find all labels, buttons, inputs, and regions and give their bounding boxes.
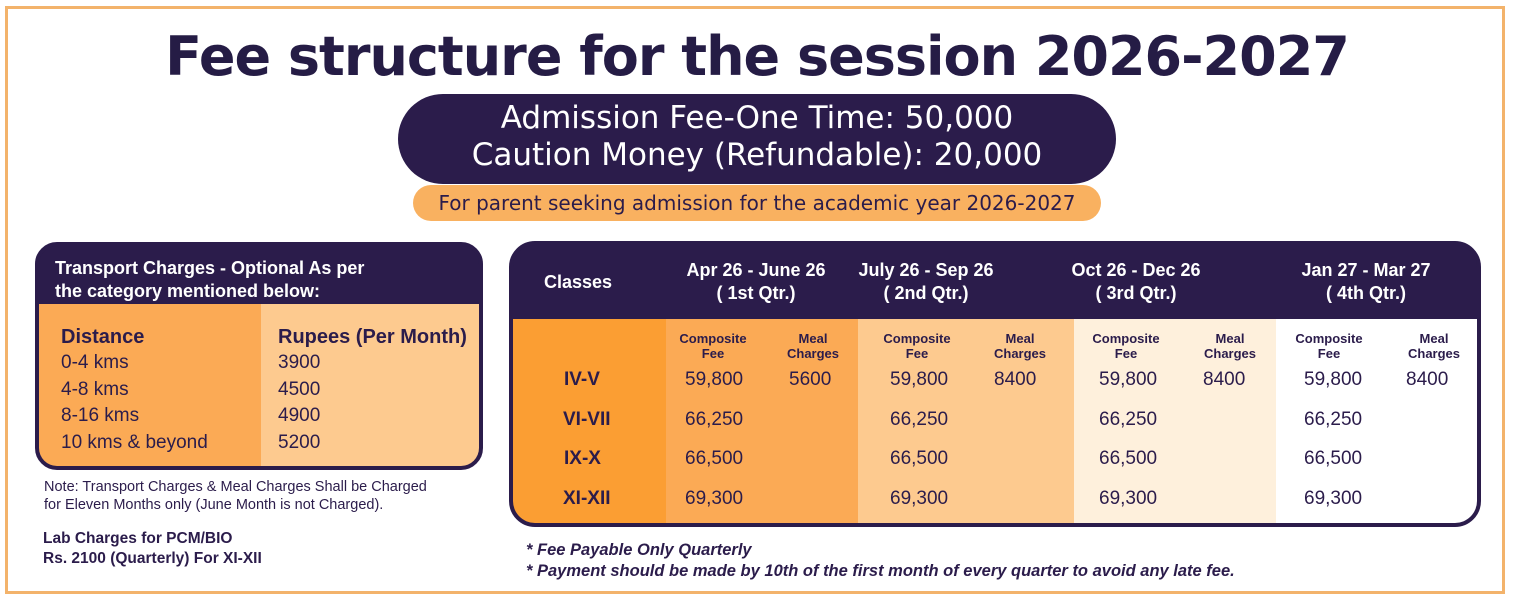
composite-fee-cell: 66,250	[1099, 409, 1158, 430]
payment-notes	[526, 540, 1235, 582]
rupees-cell: 4900	[278, 405, 321, 426]
composite-fee-cell: 66,250	[1304, 409, 1363, 430]
meal-charges-subheader: Meal Charges	[1203, 331, 1257, 361]
footer-line2: * Payment should be made by 10th of the first month of every quarter to avoid any late fee.	[526, 562, 1235, 580]
composite-fee-cell: 59,800	[685, 369, 744, 390]
meal-charge-cell: 8400	[1203, 369, 1246, 390]
distance-cell: 4-8 kms	[61, 378, 129, 400]
meal-charge-cell: 8400	[994, 369, 1037, 390]
composite-fee-cell: 69,300	[890, 488, 949, 509]
transport-charges-box	[35, 242, 483, 470]
transport-heading-line1: Transport Charges - Optional As per	[55, 258, 365, 278]
distance-cell: 0-4 kms	[61, 352, 129, 373]
composite-fee-cell: 69,300	[1099, 488, 1158, 509]
transport-table	[39, 304, 479, 466]
composite-fee-cell: 59,800	[1099, 369, 1158, 390]
classes-header: Classes	[543, 271, 613, 292]
quarter-period: July 26 - Sep 26	[858, 260, 994, 280]
quarter-label: ( 3rd Qtr.)	[1095, 283, 1177, 303]
composite-fee-cell: 66,500	[1099, 448, 1158, 469]
composite-fee-cell: 59,800	[1304, 369, 1363, 390]
fee-table-header	[513, 245, 1477, 319]
quarter-header-2	[813, 245, 1039, 319]
composite-fee-cell: 59,800	[890, 369, 949, 390]
note-line2: for Eleven Months only (June Month is not Charged).	[44, 497, 384, 513]
composite-fee-cell: 66,500	[890, 448, 949, 469]
composite-fee-cell: 69,300	[685, 488, 744, 509]
distance-cell: 10 kms & beyond	[61, 431, 208, 453]
fee-table	[509, 241, 1481, 527]
class-label: VI-VII	[563, 409, 611, 430]
quarter-header-4	[1253, 245, 1479, 319]
quarter-label: ( 4th Qtr.)	[1326, 283, 1406, 303]
page-title: Fee structure for the session 2026-2027	[165, 25, 1349, 88]
meal-charge-cell: 5600	[789, 369, 832, 390]
note-line1: Note: Transport Charges & Meal Charges Shall be Charged	[44, 479, 427, 495]
composite-fee-subheader: Composite Fee	[1295, 331, 1363, 361]
quarter-period: Jan 27 - Mar 27	[1301, 260, 1431, 280]
rupees-cell: 3900	[278, 352, 321, 373]
quarter-header-3	[1023, 245, 1249, 319]
rupees-cell: 5200	[278, 431, 321, 453]
quarter-label: ( 2nd Qtr.)	[883, 283, 969, 303]
quarter-label: ( 1st Qtr.)	[716, 283, 796, 303]
meal-charges-subheader: Meal Charges	[786, 331, 840, 361]
distance-column	[39, 304, 261, 466]
composite-fee-subheader: Composite Fee	[679, 331, 747, 361]
admission-banner	[398, 94, 1116, 184]
lab-charges	[43, 529, 262, 569]
rupees-cell: 4500	[278, 378, 321, 400]
class-label: IV-V	[564, 369, 600, 390]
composite-fee-cell: 66,500	[1304, 448, 1363, 469]
lab-line2: Rs. 2100 (Quarterly) For XI-XII	[43, 550, 262, 567]
class-label: XI-XII	[563, 488, 611, 509]
composite-fee-cell: 66,500	[685, 448, 744, 469]
transport-heading	[39, 246, 479, 304]
quarter-period: Oct 26 - Dec 26	[1071, 260, 1201, 280]
fee-table-body	[513, 319, 1477, 523]
meal-charges-subheader: Meal Charges	[993, 331, 1047, 361]
composite-fee-cell: 66,250	[890, 409, 949, 430]
footer-line1: * Fee Payable Only Quarterly	[526, 541, 752, 559]
admission-fee-text: Admission Fee-One Time: 50,000	[500, 100, 1014, 136]
composite-fee-cell: 66,250	[685, 409, 744, 430]
meal-charges-subheader: Meal Charges	[1407, 331, 1461, 361]
subtitle-banner: For parent seeking admission for the academic year 2026-2027	[413, 185, 1101, 221]
rupees-column	[261, 304, 479, 466]
lab-line1: Lab Charges for PCM/BIO	[43, 530, 233, 547]
transport-note	[44, 478, 484, 514]
composite-fee-cell: 69,300	[1304, 488, 1363, 509]
class-label: IX-X	[564, 448, 601, 469]
caution-money-text: Caution Money (Refundable): 20,000	[471, 137, 1043, 173]
rupees-header: Rupees (Per Month)	[278, 326, 467, 348]
meal-charge-cell: 8400	[1406, 369, 1449, 390]
distance-header: Distance	[61, 326, 145, 348]
quarter-period: Apr 26 - June 26	[686, 260, 826, 280]
transport-heading-line2: the category mentioned below:	[55, 281, 321, 301]
composite-fee-subheader: Composite Fee	[883, 331, 951, 361]
composite-fee-subheader: Composite Fee	[1092, 331, 1160, 361]
distance-cell: 8-16 kms	[61, 405, 140, 426]
